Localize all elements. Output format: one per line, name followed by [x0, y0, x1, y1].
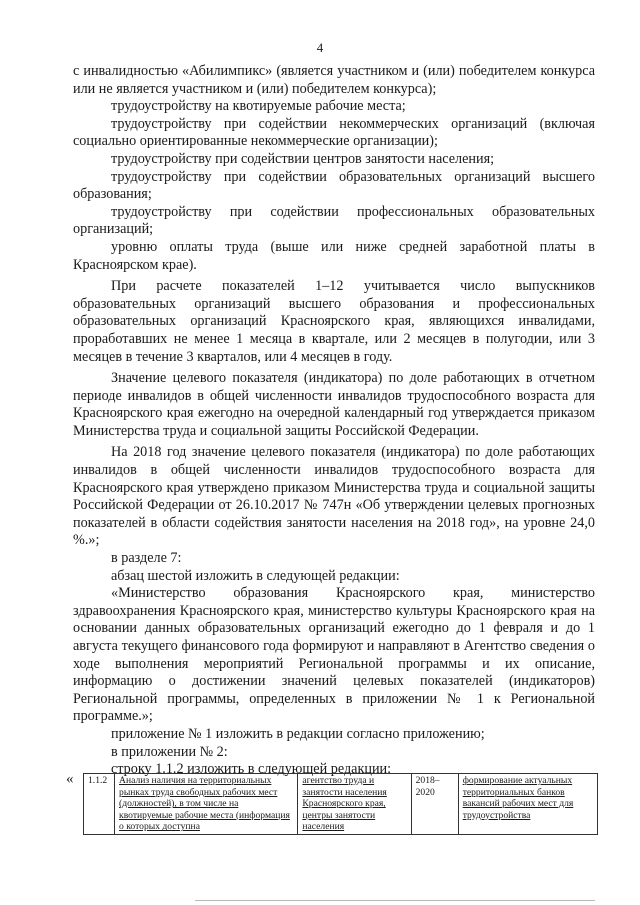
- paragraph: с инвалидностью «Абилимпикс» (является участником и (или) победителем конкурса или не является участником и (или) победителем конкурса);: [73, 63, 595, 97]
- paragraph: трудоустройству при содействии некоммерческих организаций (включая социально ориентированные некоммерческие организации);: [73, 115, 595, 150]
- paragraph: На 2018 год значение целевого показателя (индикатора) по доле работающих инвалидов в общей численности инвалидов трудоспособного возраста для Красноярского края утверждено приказом Министерства труда и социальной защиты Российской Федерации от 26.10.2017 № 747н «Об утверждении целевых прогнозных показателей в области содействия занятости населения на 2018 год», на уровне 24,0 %.»;: [73, 444, 595, 549]
- row-result: формирование актуальных территориальных банков вакансий рабочих мест для трудоустройства: [458, 774, 597, 835]
- row-number: 1.1.2: [84, 774, 115, 835]
- paragraph: «Министерство образования Красноярского края, министерство здравоохранения Красноярского края, министерство культуры Красноярского края на основании данных образовательных организаций ежегодно до 1 февраля и до 1 августа текущего финансового года формируют и направляют в Агентство сведения о ходе выполнения мероприятий Региональной программы и их описание, информацию о достижении значений целевых показателей (индикаторов) Региональной программы, определенных в приложении № 1 к Региональной программе.»;: [73, 585, 595, 725]
- page-number: 4: [316, 40, 324, 55]
- paragraph: трудоустройству на квотируемые рабочие места;: [111, 98, 406, 115]
- paragraph: При расчете показателей 1–12 учитывается число выпускников образовательных организаций высшего образования и профессиональных образовательных организаций Красноярского края, являющихся инвалидами, проработавших не менее 1 месяца в квартале, или 2 месяцев в полугодии, или 3 месяцев в течение 3 кварталов, или 4 месяцев в году.: [73, 278, 595, 365]
- document-body: [73, 63, 595, 779]
- row-executor: агентство труда и занятости населения Красноярского края, центры занятости населения: [298, 774, 411, 835]
- paragraph: приложение № 1 изложить в редакции согласно приложению;: [111, 725, 485, 742]
- row-description: Анализ наличия на территориальных рынках труда свободных рабочих мест (должностей), в том числе на квотируемые рабочие места (информация о которых доступна: [115, 774, 298, 835]
- paragraph: уровню оплаты труда (выше или ниже средней заработной платы в Красноярском крае).: [73, 238, 595, 273]
- paragraph: строку 1.1.2 изложить в следующей редакции:: [111, 761, 392, 778]
- page-edge-line: [195, 900, 595, 901]
- paragraph: абзац шестой изложить в следующей редакции:: [111, 567, 400, 584]
- table-row: [84, 774, 598, 835]
- row-period: 2018–2020: [411, 774, 458, 835]
- paragraph: трудоустройству при содействии центров занятости населения;: [111, 150, 495, 167]
- paragraph: в разделе 7:: [111, 550, 182, 567]
- paragraph: трудоустройству при содействии профессиональных образовательных организаций;: [73, 203, 595, 238]
- program-table-row: [83, 773, 598, 835]
- paragraph: трудоустройству при содействии образовательных организаций высшего образования;: [73, 168, 595, 203]
- paragraph: Значение целевого показателя (индикатора) по доле работающих в отчетном периоде инвалидов в общей численности инвалидов трудоспособного возраста для Красноярского края ежегодно на очередной календарный год утверждается приказом Министерства труда и социальной защиты Российской Федерации.: [73, 370, 595, 439]
- opening-quote: «: [66, 771, 74, 787]
- paragraph: в приложении № 2:: [111, 743, 228, 760]
